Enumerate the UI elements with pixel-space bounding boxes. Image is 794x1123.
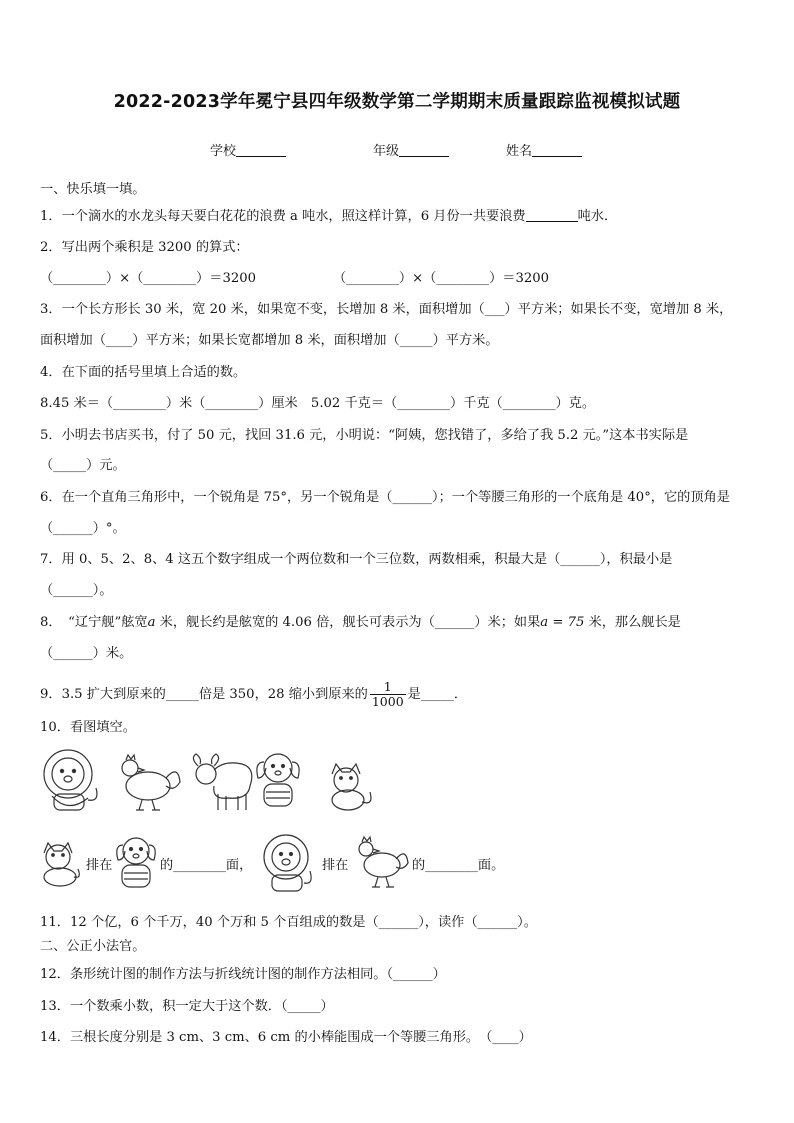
name-field[interactable]: 姓名: [506, 140, 582, 159]
lion-icon: [258, 833, 320, 895]
question-10: 10．看图填空。: [40, 720, 136, 735]
question-2-left[interactable]: （________）×（________）＝3200: [40, 271, 257, 286]
question-10-label-c: 排在: [322, 858, 349, 873]
cat-icon: [38, 837, 82, 887]
fraction: $\frac{1}{1000}$: [371, 679, 404, 709]
student-info: [0, 140, 794, 160]
lion-icon: [44, 750, 97, 810]
question-7-line2: （______）。: [40, 583, 113, 598]
dog-icon: [114, 835, 158, 891]
question-8-line1: 8． “辽宁舰”舷宽a 米，舰长约是舷宽的 4.06 倍，舰长可表示为（______）米；如果a = 75 米，那么舰长是: [40, 615, 681, 630]
section-2-heading: 二、公正小法官。: [40, 939, 146, 954]
chicken-icon: [352, 835, 410, 891]
sheep-icon: [193, 754, 251, 810]
grade-field[interactable]: 年级: [373, 140, 449, 159]
page-title: 2022-2023学年冕宁县四年级数学第二学期期末质量跟踪监视模拟试题: [113, 92, 681, 112]
question-14: 14．三根长度分别是 3 cm、3 cm、6 cm 的小棒能围成一个等腰三角形。 （____）: [40, 1030, 532, 1045]
question-6-line1: 6．在一个直角三角形中，一个锐角是 75°，另一个锐角是（______）；一个等腰三角形的一个底角是 40°，它的顶角是: [40, 490, 730, 505]
question-13: 13．一个数乘小数，积一定大于这个数．（_____）: [40, 999, 334, 1014]
school-field[interactable]: 学校: [210, 140, 286, 159]
dog-icon: [257, 754, 299, 806]
chicken-icon: [122, 755, 180, 810]
question-7-line1: 7．用 0、5、2、8、4 这五个数字组成一个两位数和一个三位数，两数相乘，积最大是（______），积最小是: [40, 552, 673, 567]
question-1: 1．一个滴水的水龙头每天要白花花的浪费 a 吨水，照这样计算，6 月份一共要浪费 吨水．: [40, 209, 618, 224]
animal-row-image: [38, 748, 378, 816]
question-11: 11．12 个亿，6 个千万，40 个万和 5 个百组成的数是（______），读作（______）。: [40, 915, 537, 930]
question-8-line2: （______）米。: [40, 646, 133, 661]
question-4: 4．在下面的括号里填上合适的数。: [40, 365, 247, 380]
question-4-line2: 8.45 米＝（________）米（________）厘米 5.02 千克＝（________）千克（________）克。: [40, 396, 596, 411]
question-2-right[interactable]: （________）×（________）＝3200: [333, 271, 550, 286]
section-1-heading: 一、快乐填一填。: [40, 182, 146, 197]
question-2: 2．写出两个乘积是 3200 的算式：: [40, 240, 249, 255]
question-5-line1: 5．小明去书店买书，付了 50 元，找回 31.6 元，小明说：“阿姨，您找错了，多给了我 5.2 元。”这本书实际是: [40, 428, 689, 443]
question-3-line2: 面积增加（____）平方米；如果长宽都增加 8 米，面积增加（_____）平方米。: [40, 333, 499, 348]
question-10-label-a: 排在: [86, 858, 113, 873]
question-12: 12．条形统计图的制作方法与折线统计图的制作方法相同。（______）: [40, 967, 446, 982]
question-10-text-b: 的________面，: [160, 858, 253, 873]
question-9: 9．3.5 扩大到原来的_____倍是 350，28 缩小到原来的 $\frac{1}{1000}$ 是_____．: [40, 679, 468, 709]
answer-blank[interactable]: [526, 208, 578, 222]
question-10-text-d: 的________面。: [412, 858, 505, 873]
question-5-line2: （_____）元。: [40, 458, 126, 473]
question-3-line1: 3．一个长方形长 30 米，宽 20 米，如果宽不变，长增加 8 米，面积增加（___）平方米；如果长不变，宽增加 8 米，: [40, 302, 733, 317]
question-6-line2: （______）°。: [40, 521, 126, 536]
cat-icon: [332, 764, 371, 810]
